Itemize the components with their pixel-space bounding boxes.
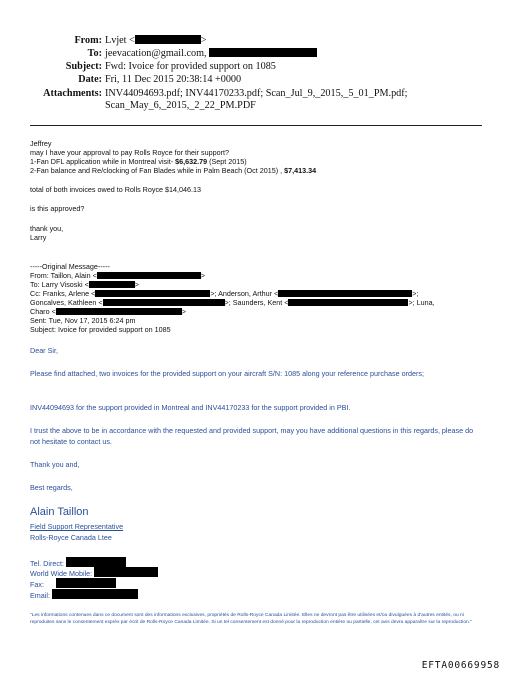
legal-disclaimer: "Les informations contenues dans ce document sont des informations exclusives, propriétés de Rolls-Royce Canada Limitée. Elles ne devront pas être utilisées et/ou divulguées à d'autres entités, ou ni reproduites sans le consentement exprès par écrit de Rolls-Royce Canada Limitée. Si un tel consentement est donné pour la reproduction entière ou partielle, cet avis devra apparaître sur la reproduction." (30, 613, 472, 625)
signature-title: Field Support Representative (30, 522, 124, 531)
invoice-amount-1: $6,632.79 (175, 157, 208, 166)
redaction (89, 281, 135, 288)
redaction (56, 308, 182, 315)
original-sent: Sent: Tue, Nov 17, 2015 6:24 pm (30, 316, 136, 325)
salutation: Dear Sir, (30, 346, 58, 355)
redaction (135, 35, 201, 44)
header-divider (30, 125, 482, 126)
redaction (56, 578, 116, 588)
date-value: Fri, 11 Dec 2015 20:38:14 +0000 (105, 74, 242, 85)
question-line: is this approved? (30, 204, 85, 213)
contact-mobile: World Wide Mobile: (30, 567, 158, 578)
subject-value: Fwd: Ivoice for provided support on 1085 (105, 61, 276, 72)
signature-company: Rolls-Royce Canada Ltee (30, 533, 112, 542)
original-to: To: Larry Visoski < > (30, 280, 139, 289)
letter-thanks: Thank you and, (30, 460, 80, 469)
original-cc-2: Goncalves, Kathleen < >; Saunders, Kent < >; Luna, (30, 298, 435, 307)
original-subject: Subject: Ivoice for provided support on 1085 (30, 325, 171, 334)
redaction (278, 290, 412, 297)
redaction (94, 567, 158, 577)
invoice-amount-2: $7,413.34 (284, 166, 317, 175)
to-label: To: (87, 48, 102, 59)
invoice-item-2: 2-Fan balance and Re/clocking of Fan Blades while in Palm Beach (Oct 2015) , $7,413.34 (30, 166, 317, 175)
letter-paragraph-3: I trust the above to be in accordance with the requested and provided support, may you have additional questions in this regards, please do not hesitate to contact us. (30, 426, 474, 446)
letter-regards: Best regards, (30, 483, 73, 492)
letter-paragraph-1: Please find attached, two invoices for the provided support on your aircraft S/N: 1085 along your reference purchase orders; (30, 369, 424, 378)
contact-fax: Fax: (30, 578, 116, 589)
redaction (97, 272, 201, 279)
total-line: total of both invoices owed to Rolls Royce $14,046.13 (30, 185, 202, 194)
original-message-marker: -----Original Message----- (30, 262, 110, 271)
signature-name: Alain Taillon (30, 506, 89, 518)
redaction (288, 299, 408, 306)
contact-tel: Tel. Direct: (30, 557, 126, 568)
greeting: Jeffrey (30, 139, 52, 148)
attachments-label: Attachments: (43, 88, 102, 99)
date-label: Date: (78, 74, 102, 85)
invoice-item-1: 1-Fan DFL application while in Montreal visit- $6,632.79 (Sept 2015) (30, 157, 247, 166)
bates-number: EFTA00669958 (421, 660, 500, 671)
thanks-line: thank you, (30, 224, 64, 233)
original-cc-3: Charo < > (30, 307, 186, 316)
redaction (52, 589, 138, 599)
redaction (66, 557, 126, 567)
redaction (95, 290, 210, 297)
from-label: From: (74, 35, 102, 46)
redaction (103, 299, 225, 306)
from-value: Lvjet < > (105, 35, 207, 46)
original-from: From: Taillon, Alain < > (30, 271, 205, 280)
subject-label: Subject: (65, 61, 102, 72)
message-line: may I have your approval to pay Rolls Royce for their support? (30, 148, 229, 157)
letter-paragraph-2: INV44094693 for the support provided in Montreal and INV44170233 for the support provided in PBI. (30, 403, 351, 412)
attachments-line-1: INV44094693.pdf; INV44170233.pdf; Scan_Jul_9,_2015,_5_01_PM.pdf; (105, 88, 408, 99)
contact-email: Email: (30, 589, 138, 600)
original-cc: Cc: Franks, Arlene < >; Anderson, Arthur < >; (30, 289, 419, 298)
redaction (209, 48, 317, 57)
to-value: jeevacation@gmail.com, (105, 47, 317, 60)
signoff-line: Larry (30, 233, 47, 242)
attachments-line-2: Scan_May_6,_2015,_2_22_PM.PDF (105, 100, 256, 111)
